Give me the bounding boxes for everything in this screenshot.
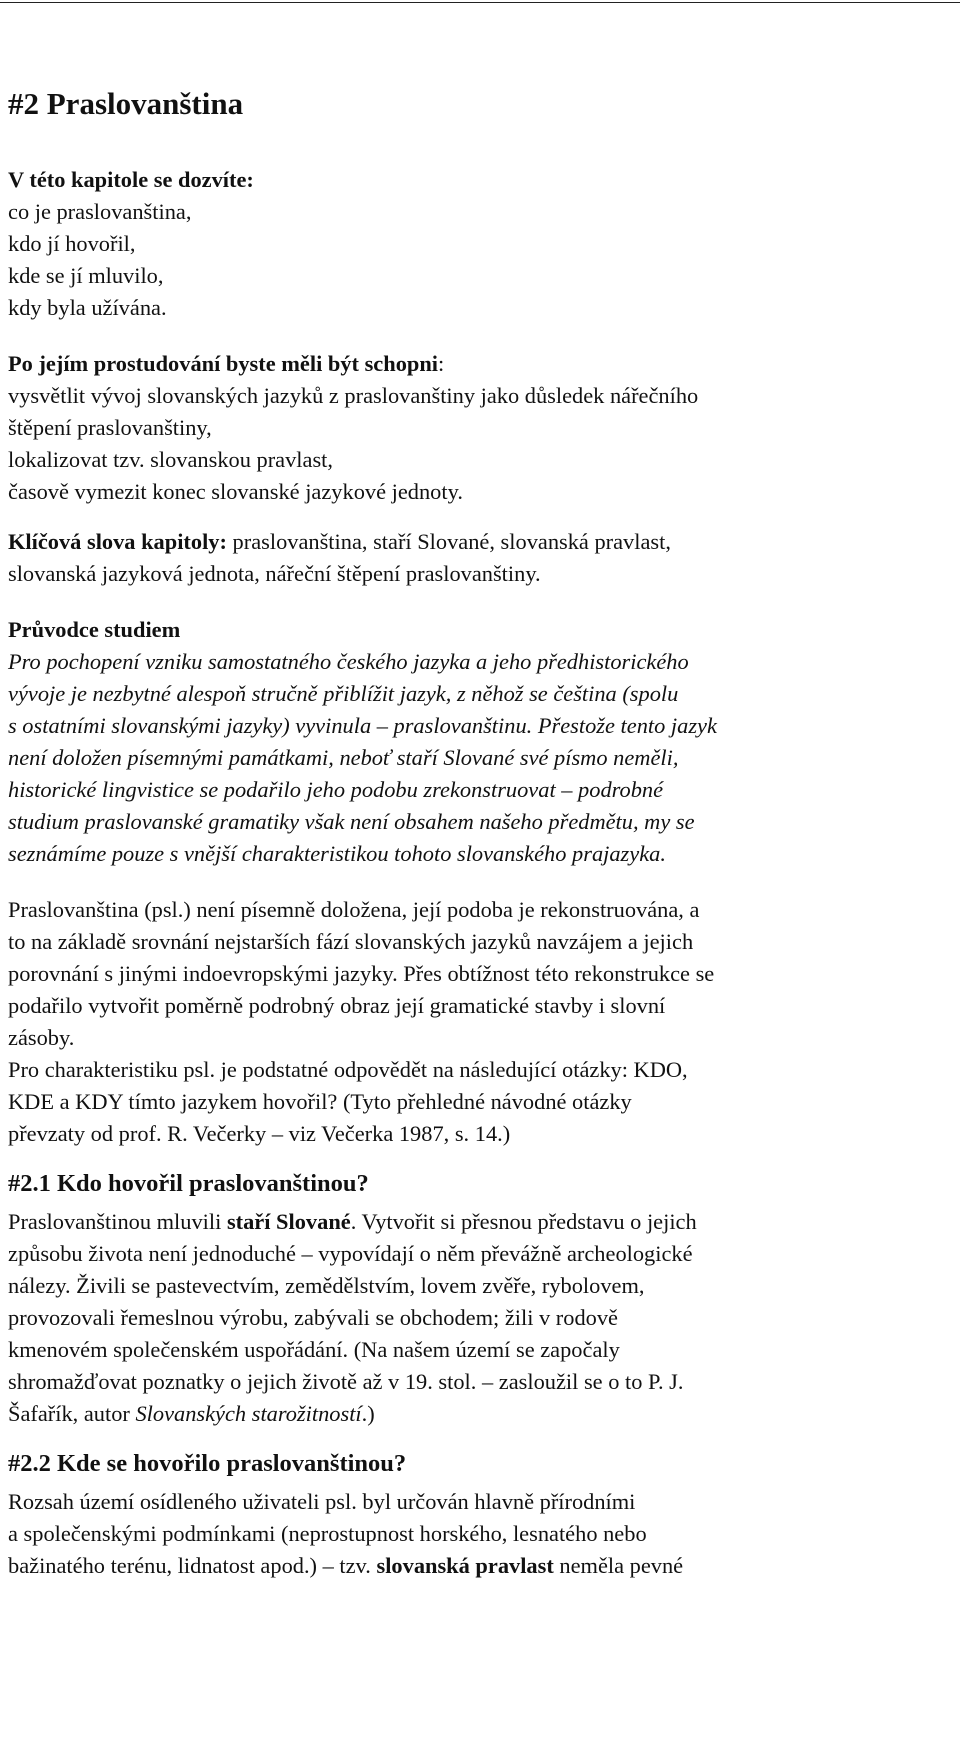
guide-line: Pro pochopení vzniku samostatného českého jazyka a jeho předhistorického (8, 649, 689, 674)
study-guide (8, 614, 948, 870)
section-heading: #2.1 Kdo hovořil praslovanštinou? (8, 1170, 369, 1197)
emphasis-term: staří Slované (226, 1209, 351, 1234)
intro-paragraph (8, 894, 948, 1150)
text-run: neměla pevné (553, 1553, 684, 1578)
top-rule (0, 2, 960, 3)
intro-line: převzaty od prof. R. Večerky – viz Večerka 1987, s. 14.) (8, 1121, 511, 1146)
intro-line: Pro charakteristiku psl. je podstatné odpovědět na následující otázky: KDO, (8, 1057, 688, 1082)
outcomes-heading-line (8, 348, 948, 380)
keywords-block (8, 526, 948, 590)
text-run: Praslovanštinou mluvili (8, 1209, 227, 1234)
section-who (8, 1168, 948, 1430)
outcome-line: časově vymezit konec slovanské jazykové jednoty. (8, 479, 463, 504)
section-line: shromažďovat poznatky o jejich životě až v 19. stol. – zasloužil se o to P. J. (8, 1369, 684, 1394)
guide-line: studium praslovanské gramatiky však není obsahem našeho předmětu, my se (8, 809, 695, 834)
intro-line: podařilo vytvořit poměrně podrobný obraz její gramatické stavby i slovní (8, 993, 666, 1018)
keywords-line (8, 526, 948, 558)
guide-line: vývoje je nezbytné alespoň stručně přiblížit jazyk, z něhož se čeština (spolu (8, 681, 679, 706)
goal-item: kdy byla užívána. (8, 295, 167, 320)
outcomes-colon: : (438, 351, 445, 376)
goal-item: kde se jí mluvilo, (8, 263, 164, 288)
section-line (8, 1206, 948, 1238)
intro-line: Praslovanština (psl.) není písemně doložena, její podoba je rekonstruována, a (8, 897, 700, 922)
keywords-line: slovanská jazyková jednota, nářeční štěpení praslovanštiny. (8, 561, 541, 586)
learning-outcomes (8, 348, 948, 508)
guide-line: s ostatními slovanskými jazyky) vyvinula – praslovanštinu. Přestože tento jazyk (8, 713, 717, 738)
section-line: nálezy. Živili se pastevectvím, zemědělstvím, lovem zvěře, rybolovem, (8, 1273, 645, 1298)
guide-line: historické lingvistice se podařilo jeho podobu zrekonstruovat – podrobné (8, 777, 664, 802)
emphasis-term: slovanská pravlast (376, 1553, 554, 1578)
outcome-line: lokalizovat tzv. slovanskou pravlast, (8, 447, 334, 472)
text-run: . Vytvořit si přesnou představu o jejich (350, 1209, 697, 1234)
outcome-line: štěpení praslovanštiny, (8, 415, 212, 440)
keywords-text: praslovanština, staří Slované, slovanská pravlast, (226, 529, 671, 554)
section-line: a společenskými podmínkami (neprostupnost horského, lesnatého nebo (8, 1521, 647, 1546)
book-title: Slovanských starožitností (135, 1401, 362, 1426)
section-where (8, 1448, 948, 1582)
section-line (8, 1550, 948, 1582)
section-line: způsobu života není jednoduché – vypovídají o něm převážně archeologické (8, 1241, 693, 1266)
page-title: #2 Praslovanština (8, 86, 244, 121)
guide-heading: Průvodce studiem (8, 617, 181, 642)
text-run: .) (361, 1401, 375, 1426)
intro-line: KDE a KDY tímto jazykem hovořil? (Tyto přehledné návodné otázky (8, 1089, 632, 1114)
text-run: Šafařík, autor (8, 1401, 136, 1426)
guide-line: seznámíme pouze s vnější charakteristikou tohoto slovanského prajazyka. (8, 841, 666, 866)
goals-heading: V této kapitole se dozvíte: (8, 167, 254, 192)
chapter-goals (8, 164, 948, 324)
section-line: provozovali řemeslnou výrobu, zabývali se obchodem; žili v rodově (8, 1305, 618, 1330)
document-page (8, 85, 948, 1582)
section-line: Rozsah území osídleného uživateli psl. byl určován hlavně přírodními (8, 1489, 636, 1514)
intro-line: to na základě srovnání nejstarších fází slovanských jazyků navzájem a jejich (8, 929, 694, 954)
section-line (8, 1398, 948, 1430)
guide-line: není doložen písemnými památkami, neboť staří Slované své písmo neměli, (8, 745, 679, 770)
outcome-line: vysvětlit vývoj slovanských jazyků z praslovanštiny jako důsledek nářečního (8, 383, 699, 408)
section-heading: #2.2 Kde se hovořilo praslovanštinou? (8, 1450, 407, 1477)
outcomes-heading: Po jejím prostudování byste měli být schopni (8, 351, 439, 376)
section-line: kmenovém společenském uspořádání. (Na našem území se započaly (8, 1337, 620, 1362)
goal-item: kdo jí hovořil, (8, 231, 136, 256)
intro-line: zásoby. (8, 1025, 75, 1050)
intro-line: porovnání s jinými indoevropskými jazyky. Přes obtížnost této rekonstrukce se (8, 961, 715, 986)
text-run: bažinatého terénu, lidnatost apod.) – tzv. (8, 1553, 377, 1578)
keywords-label: Klíčová slova kapitoly: (8, 529, 227, 554)
goal-item: co je praslovanština, (8, 199, 192, 224)
